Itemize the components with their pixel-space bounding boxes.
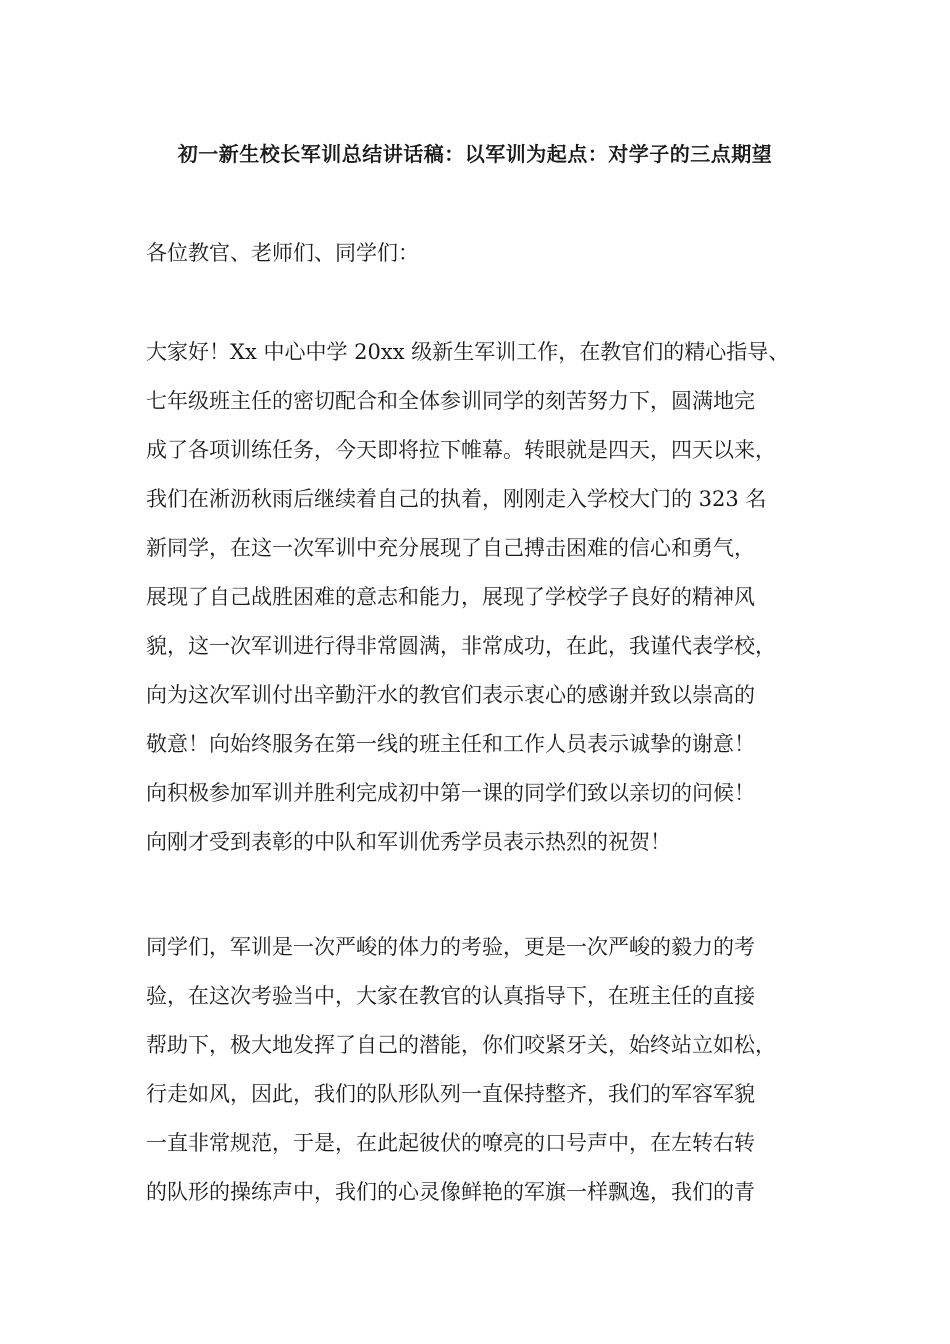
paragraph-line: 行走如风，因此，我们的队形队列一直保持整齐，我们的军容军貌 (146, 1082, 755, 1106)
paragraph-2 (146, 923, 836, 1217)
paragraph-line: 敬意！向始终服务在第一线的班主任和工作人员表示诚挚的谢意！ (146, 732, 755, 756)
paragraph-line: 大家好！Xx 中心中学 20xx 级新生军训工作，在教官们的精心指导、 (146, 340, 790, 364)
paragraph-line: 帮助下，极大地发挥了自己的潜能，你们咬紧牙关，始终站立如松， (146, 1033, 776, 1057)
paragraph-line: 貌，这一次军训进行得非常圆满，非常成功，在此，我谨代表学校， (146, 634, 776, 658)
paragraph-line: 我们在淅沥秋雨后继续着自己的执着，刚刚走入学校大门的 323 名 (146, 487, 767, 511)
paragraph-line: 同学们，军训是一次严峻的体力的考验，更是一次严峻的毅力的考 (146, 935, 755, 959)
document-title: 初一新生校长军训总结讲话稿：以军训为起点：对学子的三点期望 (177, 142, 773, 166)
paragraph-line: 向积极参加军训并胜利完成初中第一课的同学们致以亲切的问候！ (146, 781, 755, 805)
paragraph-line: 七年级班主任的密切配合和全体参训同学的刻苦努力下，圆满地完 (146, 389, 755, 413)
paragraph-line: 的队形的操练声中，我们的心灵像鲜艳的军旗一样飘逸，我们的青 (146, 1180, 755, 1204)
greeting: 各位教官、老师们、同学们： (146, 241, 419, 265)
paragraph-1 (146, 328, 836, 867)
paragraph-line: 展现了自己战胜困难的意志和能力，展现了学校学子良好的精神风 (146, 585, 755, 609)
paragraph-line: 一直非常规范，于是，在此起彼伏的嘹亮的口号声中，在左转右转 (146, 1131, 755, 1155)
paragraph-line: 验，在这次考验当中，大家在教官的认真指导下，在班主任的直接 (146, 984, 755, 1008)
paragraph-line: 向刚才受到表彰的中队和军训优秀学员表示热烈的祝贺！ (146, 830, 671, 854)
paragraph-line: 向为这次军训付出辛勤汗水的教官们表示衷心的感谢并致以崇高的 (146, 683, 755, 707)
paragraph-line: 新同学，在这一次军训中充分展现了自己搏击困难的信心和勇气， (146, 536, 755, 560)
paragraph-line: 成了各项训练任务，今天即将拉下帷幕。转眼就是四天，四天以来， (146, 438, 776, 462)
